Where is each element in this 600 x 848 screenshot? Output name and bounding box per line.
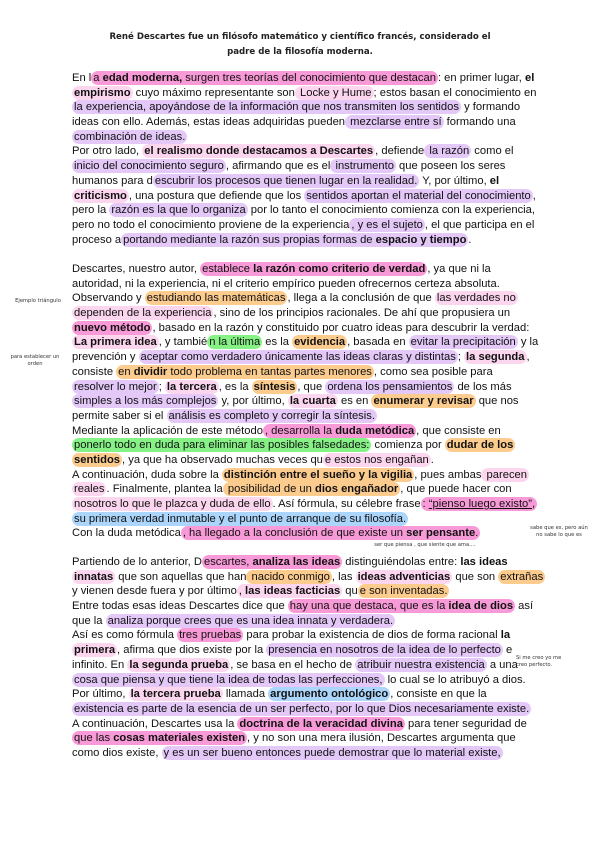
paragraph-ideas	[72, 555, 545, 761]
text-run: , afirma que dios existe por la	[117, 644, 267, 657]
text-line	[72, 174, 536, 189]
text-run: consiste	[72, 365, 117, 378]
highlight	[237, 717, 405, 731]
bold-term: edad moderna,	[102, 72, 183, 84]
text-line	[72, 380, 538, 395]
text-run: ; estos basan el conocimiento en	[373, 86, 537, 99]
text-run: e son inventadas.	[359, 585, 448, 598]
text-run: , defiende	[375, 145, 425, 158]
text-run: cosa que piensa y que tiene la idea de todas las perfecciones,	[74, 673, 383, 686]
text-run: , como sea posible para	[373, 365, 493, 378]
paragraph-theories	[72, 71, 536, 247]
highlight	[72, 130, 187, 144]
text-run: n la última	[209, 336, 261, 349]
bold-term: sentidos	[74, 453, 121, 466]
text-run: Mediante la aplicación de este método	[72, 424, 263, 437]
text-run: tres pruebas	[179, 629, 242, 642]
bold-term: evidencia	[294, 336, 346, 349]
bold-term: la cuarta	[289, 395, 336, 408]
highlight	[72, 321, 152, 335]
text-run: A continuación, duda sobre la	[72, 468, 222, 481]
text-run: a una	[486, 658, 518, 671]
text-line	[72, 144, 536, 159]
text-run: , pues ambas	[414, 468, 482, 481]
highlight	[246, 570, 331, 584]
text-run: parecen	[483, 468, 527, 481]
margin-note-perfect: Si me creo yo me creo perfecto.	[516, 655, 562, 668]
highlight	[464, 350, 526, 364]
highlight	[266, 643, 503, 657]
highlight	[72, 159, 226, 173]
text-run: analiza porque crees que es una idea innata y verdadera.	[107, 614, 394, 627]
text-run: por lo tanto el conocimiento comienza con la experiencia,	[247, 204, 535, 217]
text-run: , que consiste en	[416, 424, 501, 437]
text-run: que la	[72, 614, 106, 627]
text-run: aceptar como verdadero únicamente las ideas claras y distintas	[140, 351, 456, 364]
highlight	[72, 335, 159, 349]
text-run: Entre todas esas ideas Descartes dice que	[72, 600, 288, 613]
document-title	[0, 30, 600, 60]
text-run: .	[475, 527, 479, 540]
text-line	[72, 233, 536, 248]
text-line	[72, 409, 538, 424]
text-run: ;	[158, 380, 165, 393]
bold-term: enumerar y revisar	[373, 395, 474, 408]
highlight	[72, 512, 408, 526]
text-run: . Así fórmula, su célebre frase	[272, 498, 421, 510]
text-line	[72, 702, 545, 717]
text-line	[72, 71, 536, 86]
highlight	[323, 453, 431, 467]
paragraph-method	[72, 262, 538, 541]
highlight	[121, 233, 468, 247]
highlight	[72, 394, 218, 408]
text-run: , llega a la conclusión de que	[287, 292, 435, 305]
highlight	[72, 453, 122, 467]
text-run: resolver lo mejor	[74, 380, 157, 393]
text-run: simples a los más complejos	[74, 395, 217, 408]
highlight	[145, 291, 288, 305]
text-line	[72, 159, 536, 174]
text-run: , y no son una mera ilusión, Descartes argumenta que	[247, 732, 516, 745]
highlight	[421, 497, 538, 511]
highlight	[263, 424, 416, 438]
text-run: , basada en	[347, 336, 409, 349]
text-line	[72, 453, 538, 468]
text-line	[72, 203, 536, 218]
text-run: , ya que ha observado muchas veces qu	[122, 453, 323, 466]
text-run: cuyo máximo representante son	[132, 86, 295, 99]
title-line-2: padre de la filosofía moderna.	[227, 47, 373, 57]
highlight	[72, 100, 461, 114]
highlight	[445, 438, 516, 452]
text-run: ,	[238, 585, 246, 598]
text-line	[72, 262, 538, 277]
text-run: y formando	[460, 101, 521, 114]
text-run: pero no todo el conocimiento proviene de la experiencia	[72, 218, 350, 231]
highlight	[181, 526, 480, 540]
text-line	[72, 673, 545, 688]
text-run: combinación de ideas.	[74, 130, 186, 143]
text-line	[72, 335, 538, 350]
text-line	[72, 277, 538, 292]
text-run: y vienen desde fuera y por último	[72, 585, 237, 598]
text-line	[72, 687, 545, 702]
text-line	[72, 643, 545, 658]
highlight	[325, 380, 454, 394]
text-run: atribuir nuestra existencia	[357, 658, 485, 671]
highlight	[202, 555, 342, 569]
text-run: la razón	[426, 145, 470, 158]
bold-term: ideas adventicias	[357, 570, 451, 583]
highlight	[330, 159, 396, 173]
text-run: , y es el sujeto	[351, 218, 423, 231]
highlight	[129, 687, 223, 701]
text-run: así	[515, 600, 534, 613]
text-run: , sino de los principios racionales. De ahí que propusiera un	[213, 307, 511, 320]
text-run: que son	[452, 570, 499, 583]
text-run: llamada	[222, 688, 269, 701]
highlight	[252, 380, 298, 394]
highlight	[481, 468, 529, 482]
bold-term: distinción entre el sueño y la vigilia	[223, 468, 413, 481]
highlight	[72, 731, 247, 745]
highlight	[72, 86, 133, 100]
text-run: , se basa en el hecho de	[230, 658, 356, 671]
highlight	[72, 702, 531, 716]
bold-term: las ideas facticias	[245, 585, 341, 598]
highlight	[142, 144, 375, 158]
text-run: comienza por	[371, 439, 445, 452]
text-run: , y tambié	[158, 336, 208, 349]
text-run: humanos para d	[72, 174, 153, 187]
text-run: a	[93, 72, 103, 84]
highlight	[162, 746, 503, 760]
highlight	[127, 658, 230, 672]
highlight	[498, 570, 545, 584]
margin-note-order: para establecer un orden	[10, 354, 60, 367]
text-line	[72, 746, 545, 761]
text-run: Y, por último,	[419, 174, 490, 187]
text-run: posibilidad de un	[224, 483, 315, 496]
text-line	[72, 731, 545, 746]
text-run: extrañas	[500, 570, 544, 583]
highlight	[237, 584, 342, 598]
bold-term: el realismo donde destacamos a Descartes	[144, 145, 374, 158]
text-run: nacido conmigo	[248, 570, 330, 583]
text-run: nosotros lo que le plazca y duda de ello	[74, 498, 271, 510]
text-run: en	[118, 365, 134, 378]
text-run: existencia es parte de la esencia de un ser perfecto, por lo que Dios necesariamente existe.	[74, 702, 530, 715]
bold-term: dios engañador	[314, 483, 399, 496]
text-run: , el que participa en el	[424, 218, 535, 231]
text-run: , las	[331, 570, 356, 583]
highlight	[72, 570, 115, 584]
text-line	[72, 115, 536, 130]
text-line	[72, 468, 538, 483]
highlight	[358, 584, 450, 598]
highlight	[109, 203, 247, 217]
text-run: es la	[262, 336, 293, 349]
text-line	[72, 350, 538, 365]
text-line	[72, 628, 545, 643]
text-run: ;	[457, 351, 465, 364]
underlined-quote: “pienso luego existo”	[428, 498, 532, 510]
text-line	[72, 526, 538, 541]
text-line	[72, 584, 545, 599]
text-run: escartes,	[203, 556, 253, 568]
bold-term: las ideas	[460, 556, 508, 568]
highlight	[165, 380, 219, 394]
title-line-1: René Descartes fue un filósofo matemático y científico francés, considerado el	[109, 32, 491, 42]
text-run: prevención y	[72, 351, 139, 364]
highlight	[72, 189, 129, 203]
text-run: , una postura que defiende que los	[128, 189, 305, 202]
text-run: :	[422, 498, 429, 510]
highlight	[424, 144, 471, 158]
text-run: hay una que destaca, que es la	[289, 600, 449, 613]
highlight	[72, 497, 273, 511]
text-line	[72, 424, 538, 439]
text-run: formando una	[443, 116, 516, 129]
text-run: evitar la precipitación	[410, 336, 516, 349]
bold-term: primera	[74, 644, 116, 657]
bold-term: duda metódica	[335, 424, 415, 437]
bold-term: dividir	[133, 365, 168, 378]
highlight	[268, 687, 390, 701]
text-line	[72, 130, 536, 145]
text-line	[72, 306, 538, 321]
text-run: estudiando las matemáticas	[146, 292, 286, 305]
bold-term: síntesis	[253, 380, 296, 393]
text-line	[72, 365, 538, 380]
text-run: ponerlo todo en duda para eliminar las posibles falsedades:	[74, 439, 370, 452]
text-run: y, por último,	[218, 395, 288, 408]
bold-term: doctrina de la veracidad divina	[239, 717, 403, 730]
text-run: Locke y Hume	[296, 86, 372, 99]
text-line	[72, 218, 536, 233]
bold-term: innatas	[74, 570, 114, 583]
bold-term: nuevo método	[74, 321, 151, 334]
highlight	[292, 335, 347, 349]
text-run: En l	[72, 72, 92, 84]
text-run: portando mediante la razón sus propias formas de	[123, 233, 376, 246]
margin-note-thinks: ser que piensa , que siente que ama....	[374, 542, 476, 548]
text-run: escubrir los procesos que tienen lugar en la realidad.	[154, 174, 418, 187]
highlight	[223, 482, 401, 496]
text-run: dependen de la experiencia	[74, 307, 212, 320]
highlight	[116, 365, 374, 379]
highlight	[91, 71, 438, 85]
text-run: A continuación, Descartes usa la	[72, 717, 238, 730]
highlight	[345, 115, 444, 129]
text-run: e	[502, 644, 513, 657]
margin-note-triangle: Ejemplo triángulo	[15, 298, 61, 304]
text-run: que son aquellas que han	[115, 570, 247, 583]
highlight	[435, 291, 518, 305]
text-line	[72, 100, 536, 115]
bold-term: la tercera prueba	[130, 688, 221, 701]
text-run: proceso a	[72, 233, 122, 246]
text-run: ordena los pensamientos	[327, 380, 453, 393]
bold-term: criticismo	[74, 189, 127, 202]
text-run: qu	[342, 585, 358, 598]
text-run: de los más	[454, 380, 512, 393]
text-line	[72, 482, 538, 497]
text-run: : en primer lugar,	[437, 72, 526, 84]
text-run: , que	[297, 380, 326, 393]
text-run: Por otro lado,	[72, 145, 143, 158]
bold-term: el	[525, 72, 535, 84]
text-run: Observando y	[72, 292, 145, 305]
bold-term: el	[489, 174, 500, 187]
text-run: como el	[471, 145, 514, 158]
text-run: e estos nos engañan	[324, 453, 429, 466]
highlight	[200, 262, 427, 276]
text-run: , que puede hacer con	[400, 483, 512, 496]
text-run: , consiste en que la	[390, 688, 487, 701]
bold-term: cosas materiales existen	[113, 732, 246, 745]
highlight	[371, 394, 475, 408]
highlight	[72, 482, 106, 496]
bold-term: analiza las ideas	[252, 556, 341, 568]
text-run: ,	[532, 189, 536, 202]
text-line	[72, 291, 538, 306]
highlight	[356, 570, 453, 584]
text-run: mezclarse entre sí	[347, 116, 442, 129]
highlight	[167, 409, 377, 423]
text-run: instrumento	[332, 160, 394, 173]
highlight	[106, 614, 395, 628]
text-run: Con la duda metódica	[72, 527, 181, 540]
text-line	[72, 394, 538, 409]
text-run: .	[468, 233, 472, 246]
text-line	[72, 555, 545, 570]
text-run: , afirmando que es el	[225, 160, 331, 173]
highlight	[409, 335, 518, 349]
highlight	[153, 174, 419, 188]
highlight	[295, 86, 374, 100]
bold-term: argumento ontológico	[270, 688, 389, 701]
highlight	[288, 599, 515, 613]
text-run: razón es la que lo organiza	[111, 204, 246, 217]
text-line	[72, 658, 545, 673]
bold-term: La primera idea	[74, 336, 157, 349]
text-run: , ha llegado a la conclusión de que existe un	[182, 527, 407, 540]
text-line	[72, 599, 545, 614]
highlight	[177, 628, 243, 642]
text-run: que las	[74, 732, 114, 745]
text-line	[72, 321, 538, 336]
text-run: que poseen los seres	[395, 160, 506, 173]
bold-term: ser pensante	[406, 527, 476, 540]
text-line	[72, 438, 538, 453]
bold-term: la segunda	[466, 351, 525, 364]
text-run: , es la	[218, 380, 252, 393]
bold-term: la segunda prueba	[129, 658, 229, 671]
text-run: ideas con ello. Además, estas ideas adquiridas pueden	[72, 116, 346, 129]
text-run: pero la	[72, 204, 110, 217]
text-run: permite saber si el	[72, 409, 167, 422]
bold-term: empirismo	[74, 86, 131, 99]
text-run: .	[430, 453, 434, 466]
text-run: su primera verdad inmutable y el punto de arranque de su filosofía.	[74, 512, 407, 525]
text-run: sentidos aportan el material del conocimiento	[306, 189, 531, 202]
text-run: lo cual se lo atribuyó a dios.	[384, 673, 526, 686]
text-run: distinguiéndolas entre:	[342, 556, 461, 568]
text-run: que nos	[475, 395, 519, 408]
bold-term: idea de dios	[448, 600, 514, 613]
text-run: Por último,	[72, 688, 129, 701]
highlight	[72, 673, 385, 687]
text-run: las verdades no	[436, 292, 516, 305]
text-run: Así es como fórmula	[72, 629, 178, 642]
text-run: todo problema en tantas partes menores	[167, 365, 372, 378]
text-run: , basado en la razón y constituido por cuatro ideas para descubrir la verdad:	[152, 321, 530, 334]
text-run: análisis es completo y corregir la síntesis.	[168, 409, 375, 422]
highlight	[288, 394, 338, 408]
text-run: y es un ser bueno entonces puede demostrar que lo material existe,	[163, 746, 501, 759]
text-line	[72, 86, 536, 101]
bold-term: la tercera	[166, 380, 217, 393]
text-run: reales	[74, 483, 105, 496]
bold-term: espacio y tiempo	[375, 233, 467, 246]
highlight	[72, 380, 159, 394]
text-run: para tener seguridad de	[404, 717, 527, 730]
text-run: Descartes, nuestro autor,	[72, 263, 201, 275]
text-line	[72, 570, 545, 585]
highlight	[72, 643, 117, 657]
text-run: , desarrolla la	[264, 424, 336, 437]
text-run: es en	[337, 395, 372, 408]
margin-note-knows: sabe que es, pero aún no sabe lo que es	[530, 525, 588, 538]
text-line	[72, 189, 536, 204]
bold-term: la	[500, 629, 511, 642]
bold-term: la razón como criterio de verdad	[253, 263, 426, 275]
text-run: infinito. En	[72, 658, 128, 671]
text-run: . Finalmente, plantea la	[106, 483, 223, 496]
text-run: establece	[202, 263, 254, 275]
highlight	[349, 218, 425, 232]
text-line	[72, 614, 545, 629]
text-run: para probar la existencia de dios de forma racional	[243, 629, 501, 642]
text-run: inicio del conocimiento seguro	[74, 160, 224, 173]
text-run: ,	[526, 351, 530, 364]
text-run: presencia en nosotros de la idea de lo perfecto	[268, 644, 501, 657]
text-run: surgen tres teorías del conocimiento que destacan	[182, 72, 436, 84]
highlight	[139, 350, 458, 364]
text-line	[72, 717, 545, 732]
text-run: la experiencia, apoyándose de la información que nos transmiten los sentidos	[74, 101, 459, 114]
highlight	[207, 335, 262, 349]
text-run: , ya que ni la	[427, 263, 491, 275]
highlight	[72, 438, 371, 452]
text-run: Partiendo de lo anterior, D	[72, 556, 202, 568]
text-line	[72, 497, 538, 512]
highlight	[355, 658, 486, 672]
text-run: y la	[517, 336, 539, 349]
bold-term: dudar de los	[446, 439, 514, 452]
text-run: autoridad, ni la experiencia, ni el criterio empírico pueden ofrecernos certeza absoluta.	[72, 277, 500, 290]
text-run: ,	[532, 498, 536, 510]
text-run: como dios existe,	[72, 746, 162, 759]
highlight	[72, 306, 213, 320]
text-line	[72, 512, 538, 527]
highlight	[222, 468, 414, 482]
highlight	[304, 189, 533, 203]
